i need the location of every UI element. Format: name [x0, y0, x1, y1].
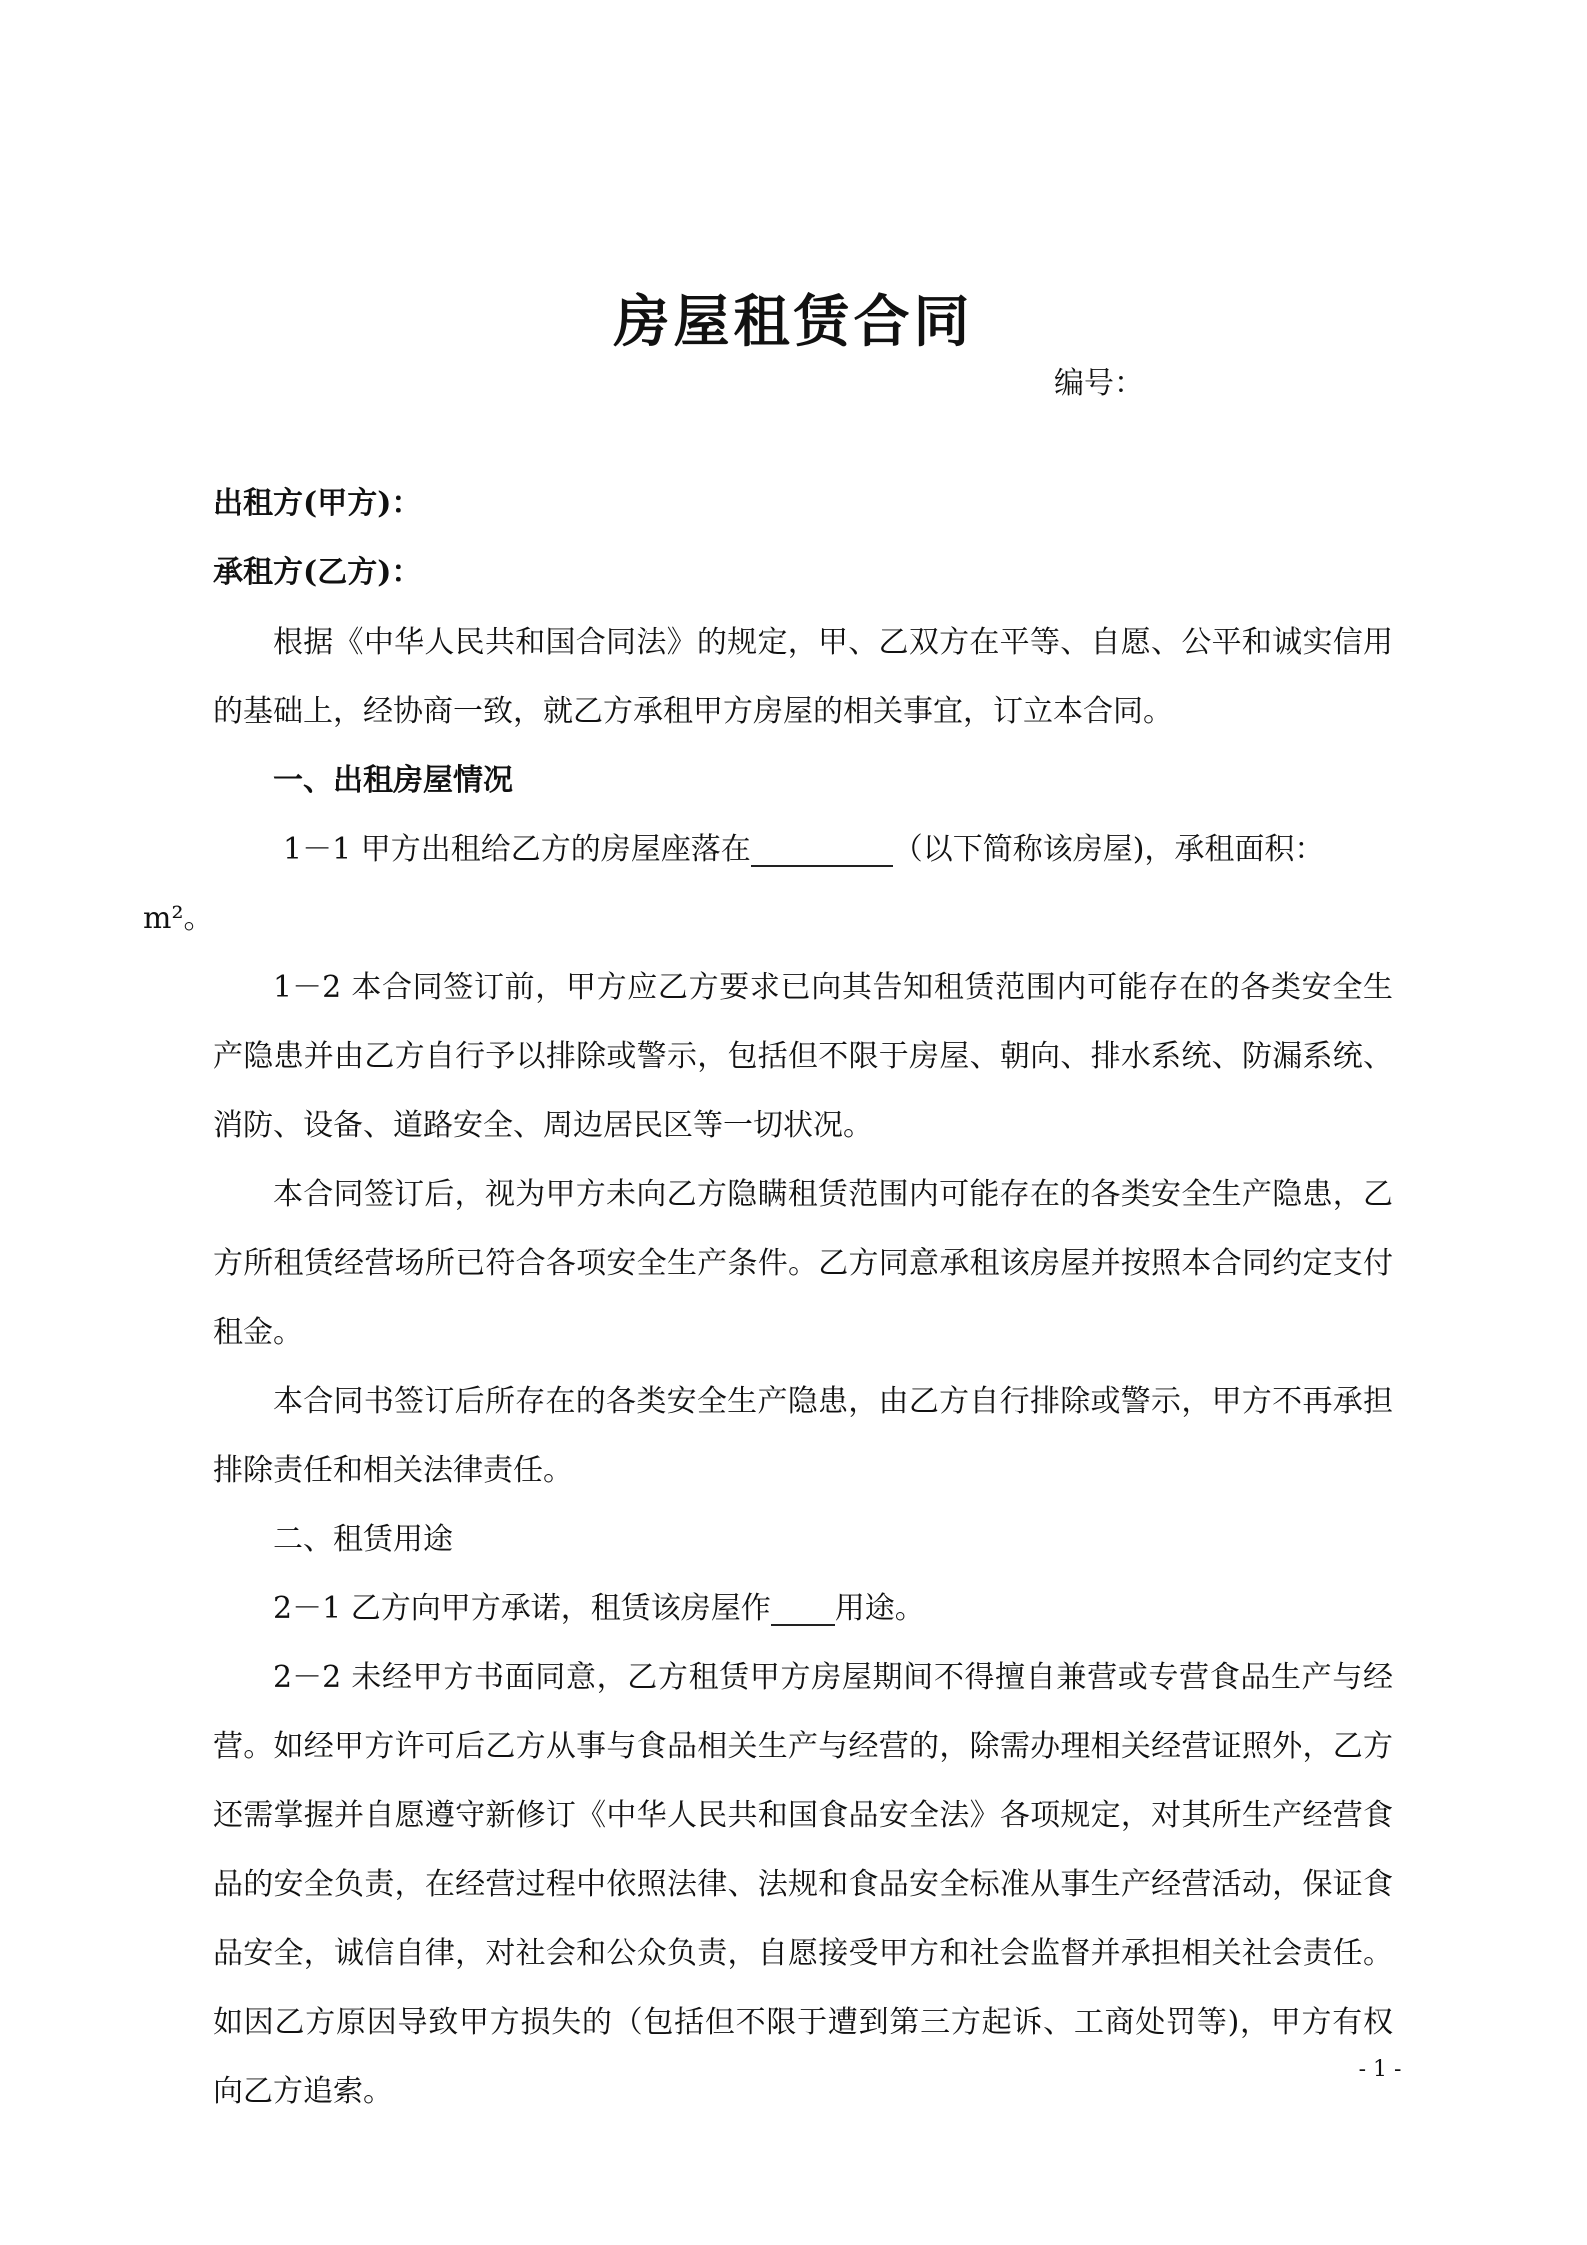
location-blank [751, 835, 893, 867]
clause-2-1-text-before: 2－1 乙方向甲方承诺，租赁该房屋作 [273, 1591, 771, 1626]
clause-1-2: 1－2 本合同签订前，甲方应乙方要求已向其告知租赁范围内可能存在的各类安全生产隐患并由乙方自行予以排除或警示，包括但不限于房屋、朝向、排水系统、防漏系统、消防、设备、道路安全、周边居民区等一切状况。 [213, 970, 1393, 1143]
clause-1-1-text-after: （以下简称该房屋)，承租面积： [892, 832, 1325, 867]
paragraph-safety-hazards: 本合同书签订后所存在的各类安全生产隐患，由乙方自行排除或警示，甲方不再承担排除责任和相关法律责任。 [213, 1384, 1393, 1488]
paragraph-after-signing: 本合同签订后，视为甲方未向乙方隐瞒租赁范围内可能存在的各类安全生产隐患，乙方所租赁经营场所已符合各项安全生产条件。乙方同意承租该房屋并按照本合同约定支付租金。 [213, 1177, 1393, 1350]
clause-2-1-text-after: 用途。 [834, 1591, 925, 1626]
clause-1-1-text-before: 1－1 甲方出租给乙方的房屋座落在 [283, 832, 751, 867]
lessee-label: 承租方(乙方)： [213, 555, 422, 590]
usage-blank [771, 1594, 835, 1626]
document-title: 房屋租赁合同 [613, 289, 974, 355]
clause-1-1 [143, 815, 1393, 953]
document-number-label: 编号： [1054, 366, 1144, 401]
lessor-label: 出租方(甲方)： [213, 486, 422, 521]
area-unit: m²。 [143, 901, 214, 936]
section-1-heading: 一、出租房屋情况 [273, 763, 513, 798]
clause-2-1 [213, 1574, 1393, 1643]
page-number: - 1 - [1358, 2057, 1402, 2082]
contract-body [143, 608, 1393, 2126]
intro-paragraph: 根据《中华人民共和国合同法》的规定，甲、乙双方在平等、自愿、公平和诚实信用的基础上，经协商一致，就乙方承租甲方房屋的相关事宜，订立本合同。 [213, 625, 1393, 729]
clause-2-2: 2－2 未经甲方书面同意，乙方租赁甲方房屋期间不得擅自兼营或专营食品生产与经营。如经甲方许可后乙方从事与食品相关生产与经营的，除需办理相关经营证照外，乙方还需掌握并自愿遵守新修订《中华人民共和国食品安全法》各项规定，对其所生产经营食品的安全负责，在经营过程中依照法律、法规和食品安全标准从事生产经营活动，保证食品安全，诚信自律，对社会和公众负责，自愿接受甲方和社会监督并承担相关社会责任。如因乙方原因导致甲方损失的（包括但不限于遭到第三方起诉、工商处罚等)，甲方有权向乙方追索。 [213, 1660, 1393, 2109]
section-2-heading: 二、租赁用途 [273, 1522, 453, 1557]
